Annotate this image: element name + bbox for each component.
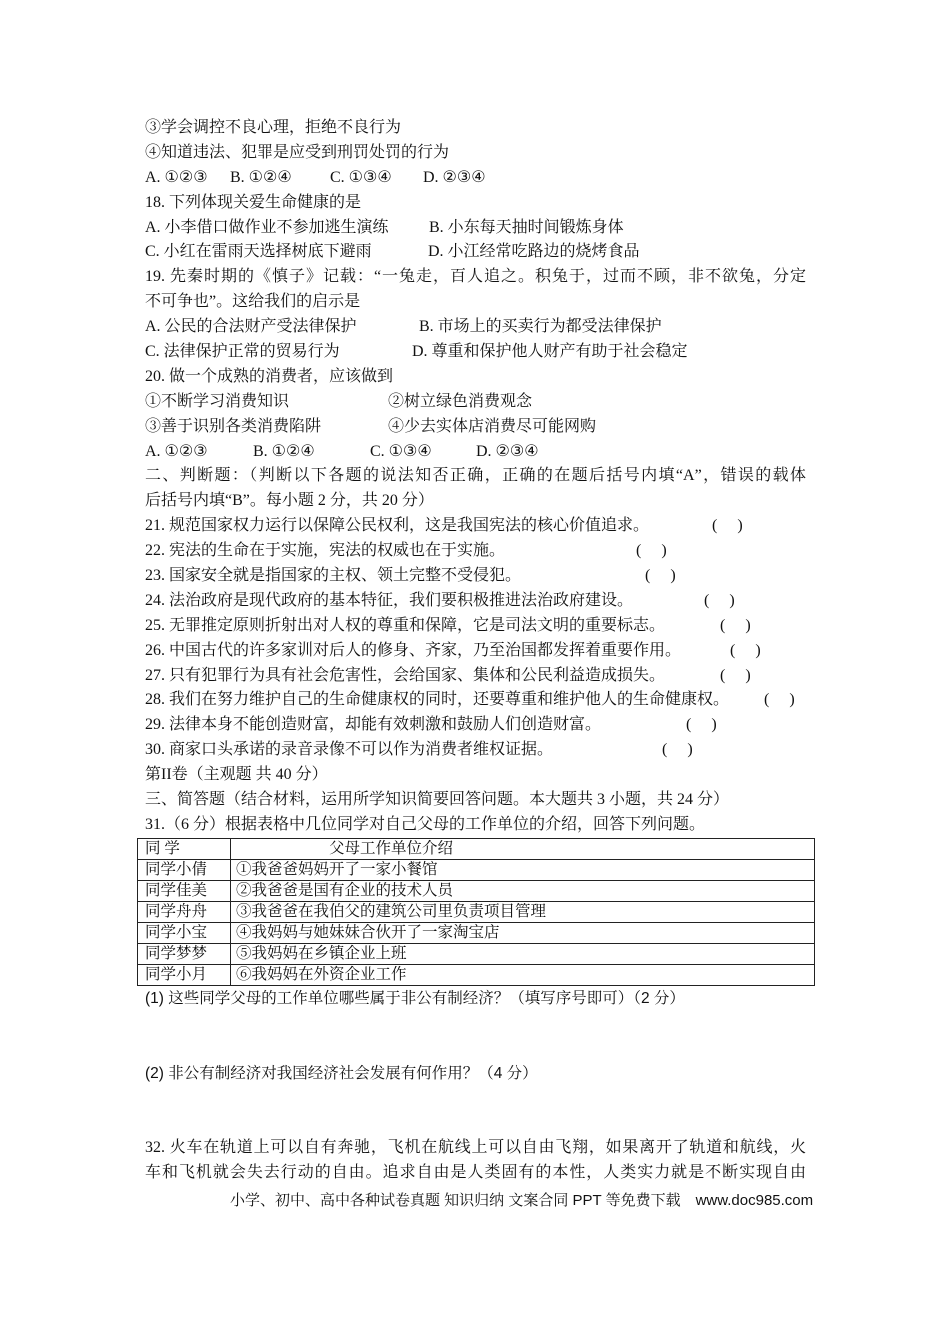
q18-option-c: C. 小红在雷雨天选择树底下避雨 xyxy=(145,243,372,261)
q19-option-a: A. 公民的合法财产受法律保护 xyxy=(145,318,357,336)
table-cell-student: 同学舟舟 xyxy=(138,901,231,922)
judge-item-28 xyxy=(145,688,806,713)
table-cell-workplace: ⑤我妈妈在乡镇企业上班 xyxy=(231,943,815,964)
q32-line-2: 车和飞机就会失去行动的自由。追求自由是人类固有的本性，人类实力就是不断实现自由 xyxy=(145,1163,806,1181)
q20-item-3: ③善于识别各类消费陷阱 xyxy=(145,417,322,435)
q17-option-d: D. ②③④ xyxy=(423,168,486,186)
exam-page-body xyxy=(145,116,806,1185)
table-cell-student: 同学小宝 xyxy=(138,922,231,943)
answer-bracket: ( ) xyxy=(712,517,743,535)
q17-options xyxy=(145,166,806,191)
q17-option-c: C. ①③④ xyxy=(330,168,392,186)
q20-item-1: ①不断学习消费知识 xyxy=(145,392,290,410)
section3-heading: 三、简答题（结合材料，运用所学知识简要回答问题。本大题共 3 小题，共 24 分） xyxy=(145,791,730,809)
part2-title: 第II卷（主观题 共 40 分） xyxy=(145,766,328,784)
q18-option-b: B. 小东每天抽时间锻炼身体 xyxy=(429,218,624,236)
table-cell-workplace: ②我爸爸是国有企业的技术人员 xyxy=(231,880,815,901)
answer-bracket: ( ) xyxy=(720,616,751,634)
judge-item-30 xyxy=(145,738,806,763)
section2-heading-line-1: 二、判断题：（判断以下各题的说法知否正确，正确的在题后括号内填“A”，错误的载体 xyxy=(145,467,806,485)
q20-option-a: A. ①②③ xyxy=(145,442,208,460)
judge-item-text: 29. 法律本身不能创造财富，却能有效刺激和鼓励人们创造财富。 xyxy=(145,716,602,734)
q18-options-row-1 xyxy=(145,216,806,241)
table-cell-student: 同学小倩 xyxy=(138,859,231,880)
answer-bracket: ( ) xyxy=(764,691,795,709)
table-cell-workplace: ③我爸爸在我伯父的建筑公司里负责项目管理 xyxy=(231,901,815,922)
parents-workplace-table xyxy=(137,838,815,986)
q18-stem: 18. 下列体现关爱生命健康的是 xyxy=(145,193,362,211)
q19-option-d: D. 尊重和保护他人财产有助于社会稳定 xyxy=(412,343,688,361)
judge-item-26 xyxy=(145,639,806,664)
q19-option-c: C. 法律保护正常的贸易行为 xyxy=(145,343,340,361)
judge-item-27 xyxy=(145,664,806,689)
q19-stem-line-2: 不可争也”。这给我们的启示是 xyxy=(145,293,361,311)
judge-item-21 xyxy=(145,514,806,539)
judge-item-25 xyxy=(145,614,806,639)
q19-stem-line-1: 19. 先秦时期的《慎子》记载：“一兔走，百人追之。积兔于，过而不顾，非不欲兔，分定 xyxy=(145,268,806,286)
judge-item-text: 23. 国家安全就是指国家的主权、领土完整不受侵犯。 xyxy=(145,567,522,585)
q20-option-b: B. ①②④ xyxy=(253,442,315,460)
q20-items-row-2 xyxy=(145,415,806,440)
answer-bracket: ( ) xyxy=(645,567,676,585)
page-footer: 小学、初中、高中各种试卷真题 知识归纳 文案合同 PPT 等免费下载 www.doc985.com xyxy=(230,1192,814,1209)
table-row xyxy=(138,943,815,964)
q18-options-row-2 xyxy=(145,240,806,265)
table-row xyxy=(138,964,815,985)
q19-option-b: B. 市场上的买卖行为都受法律保护 xyxy=(419,318,662,336)
q20-options xyxy=(145,440,806,465)
answer-bracket: ( ) xyxy=(704,591,735,609)
table-header-workplace: 父母工作单位介绍 xyxy=(231,838,815,859)
q19-options-row-2 xyxy=(145,340,806,365)
q20-items-row-1 xyxy=(145,390,806,415)
table-cell-workplace: ⑥我妈妈在外资企业工作 xyxy=(231,964,815,985)
q18-option-d: D. 小江经常吃路边的烧烤食品 xyxy=(428,243,640,261)
section2-heading-line-2: 后括号内填“B”。每小题 2 分，共 20 分） xyxy=(145,492,434,510)
table-row xyxy=(138,922,815,943)
table-cell-workplace: ①我爸爸妈妈开了一家小餐馆 xyxy=(231,859,815,880)
judge-item-text: 24. 法治政府是现代政府的基本特征，我们要积极推进法治政府建设。 xyxy=(145,591,634,609)
q18-option-a: A. 小李借口做作业不参加逃生演练 xyxy=(145,218,389,236)
answer-bracket: ( ) xyxy=(636,542,667,560)
table-header-row xyxy=(138,838,815,859)
q17-option-b: B. ①②④ xyxy=(230,168,292,186)
q20-stem: 20. 做一个成熟的消费者，应该做到 xyxy=(145,367,394,385)
judge-item-text: 30. 商家口头承诺的录音录像不可以作为消费者维权证据。 xyxy=(145,741,554,759)
q17-item-4: ④知道违法、犯罪是应受到刑罚处罚的行为 xyxy=(145,143,450,161)
q17-option-a: A. ①②③ xyxy=(145,168,208,186)
answer-bracket: ( ) xyxy=(730,641,761,659)
judge-item-29 xyxy=(145,713,806,738)
answer-bracket: ( ) xyxy=(662,741,693,759)
judge-item-23 xyxy=(145,564,806,589)
table-cell-student: 同学梦梦 xyxy=(138,943,231,964)
answer-bracket: ( ) xyxy=(686,716,717,734)
table-header-student: 同 学 xyxy=(138,838,231,859)
judge-item-text: 27. 只有犯罪行为具有社会危害性，会给国家、集体和公民利益造成损失。 xyxy=(145,666,666,684)
q31-sub-question-2: (2) 非公有制经济对我国经济社会发展有何作用？（4 分） xyxy=(145,1064,538,1082)
judge-item-22 xyxy=(145,539,806,564)
judge-item-text: 21. 规范国家权力运行以保障公民权利，这是我国宪法的核心价值追求。 xyxy=(145,517,650,535)
table-row xyxy=(138,901,815,922)
judge-item-text: 22. 宪法的生命在于实施，宪法的权威也在于实施。 xyxy=(145,542,506,560)
answer-bracket: ( ) xyxy=(720,666,751,684)
q17-item-3: ③学会调控不良心理，拒绝不良行为 xyxy=(145,119,402,136)
q20-option-c: C. ①③④ xyxy=(370,442,432,460)
table-cell-workplace: ④我妈妈与她妹妹合伙开了一家淘宝店 xyxy=(231,922,815,943)
table-row xyxy=(138,859,815,880)
table-cell-student: 同学佳美 xyxy=(138,880,231,901)
q20-option-d: D. ②③④ xyxy=(476,442,539,460)
q20-item-4: ④少去实体店消费尽可能网购 xyxy=(388,417,597,435)
q32-line-1: 32. 火车在轨道上可以自有奔驰，飞机在航线上可以自由飞翔，如果离开了轨道和航线，火 xyxy=(145,1138,806,1156)
table-cell-student: 同学小月 xyxy=(138,964,231,985)
q19-options-row-1 xyxy=(145,315,806,340)
judge-item-text: 25. 无罪推定原则折射出对人权的尊重和保障，它是司法文明的重要标志。 xyxy=(145,616,666,634)
table-row xyxy=(138,880,815,901)
q31-sub-question-1: (1) 这些同学父母的工作单位哪些属于非公有制经济？（填写序号即可）（2 分） xyxy=(145,989,685,1007)
q31-stem: 31.（6 分）根据表格中几位同学对自己父母的工作单位的介绍，回答下列问题。 xyxy=(145,815,706,833)
judge-item-text: 26. 中国古代的许多家训对后人的修身、齐家，乃至治国都发挥着重要作用。 xyxy=(145,641,682,659)
judge-item-24 xyxy=(145,589,806,614)
judge-item-text: 28. 我们在努力维护自己的生命健康权的同时，还要尊重和维护他人的生命健康权。 xyxy=(145,691,730,709)
q20-item-2: ②树立绿色消费观念 xyxy=(388,392,533,410)
